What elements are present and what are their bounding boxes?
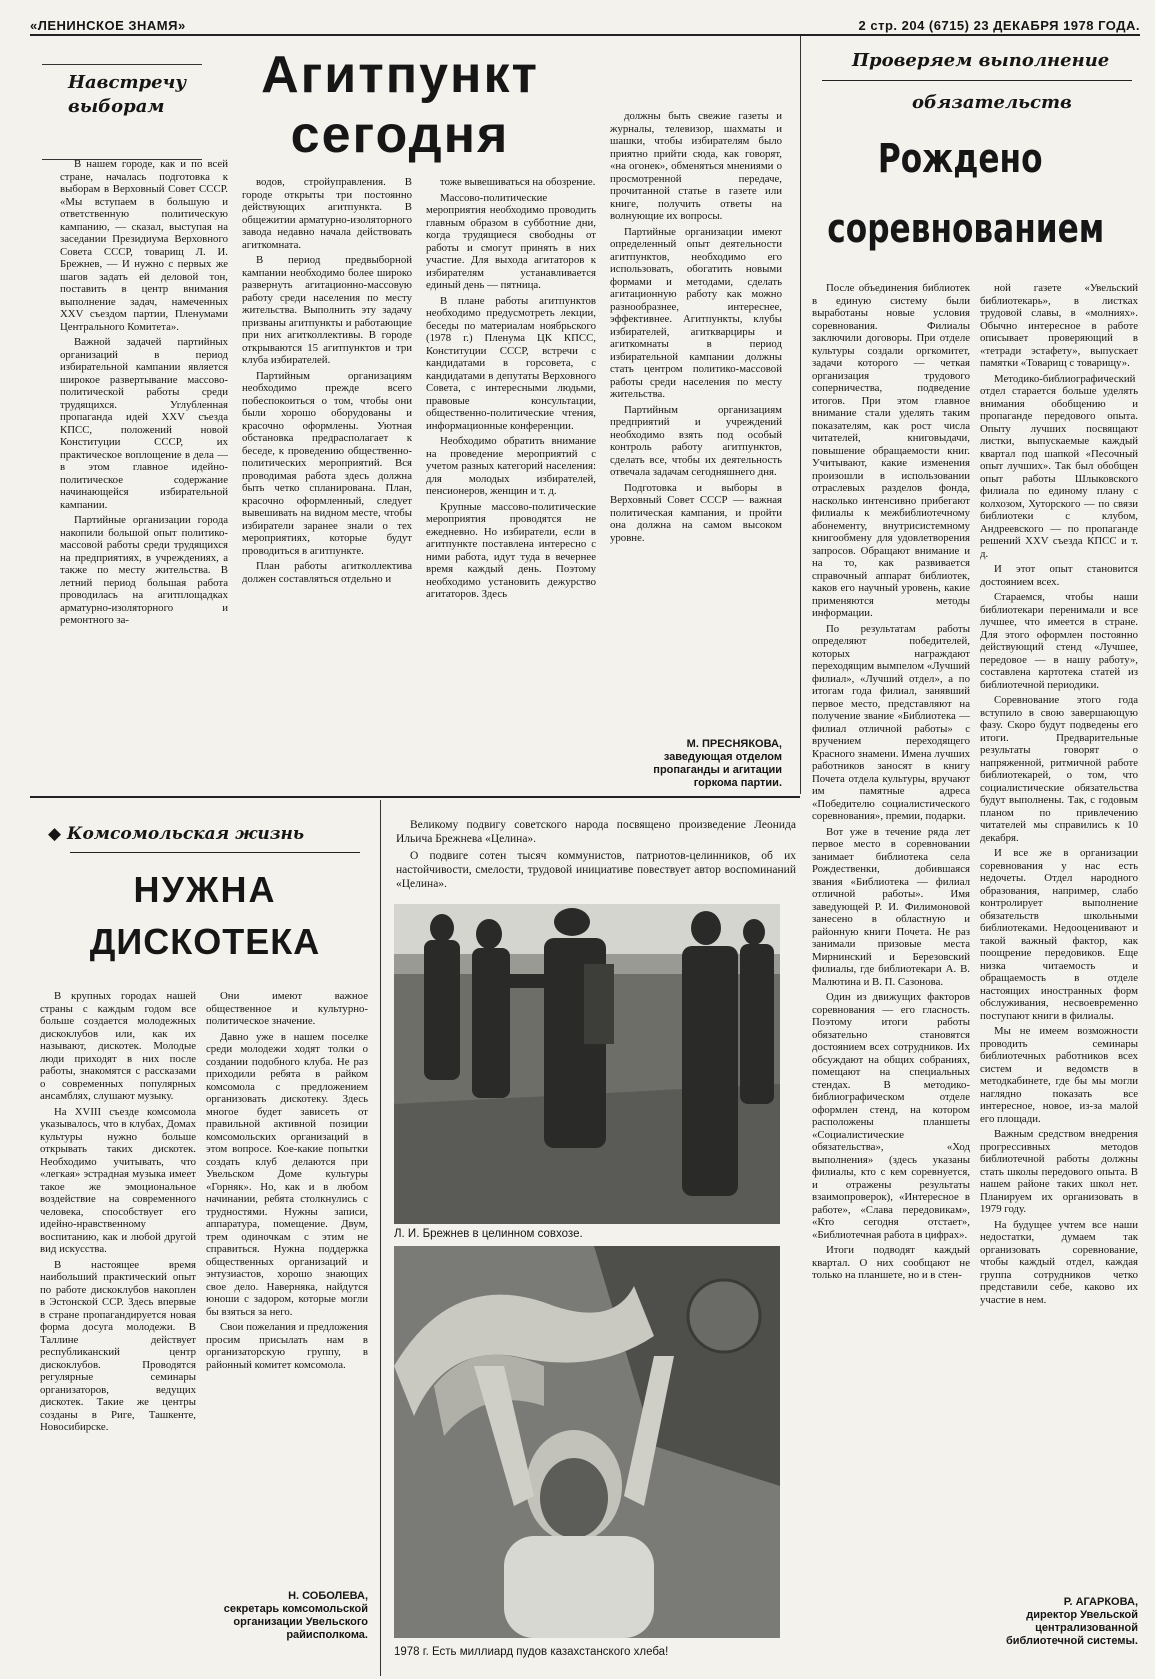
kicker-rule: [70, 852, 360, 853]
paragraph: И этот опыт становится достоянием всех.: [980, 563, 1138, 588]
competition-headline-line2: соревнованием: [827, 206, 1105, 252]
signature-title: заведующая отделом пропаганды и агитации горкома партии.: [653, 751, 782, 789]
paragraph: По результатам работы определяют победителей, которых награждают переходящим вымпелом «Лучший филиал», «Лучший отдел», а по итогам года филиал, занявший первое место, представляют на получение звание «Библиотека — филиал отличной работы» с вручением переходящего Красного знамени. Имена лучших работников заносят в книгу Почета отдела культуры, вручают им памятные адреса «Победителю социалистического соревнования», премии, подарки.: [812, 622, 970, 822]
article-competition: [812, 36, 1142, 1676]
paragraph: ной газете «Увельский библиотекарь», в листках трудовой славы, в «молниях». Обычно интересное в работе описывает проверяющий в «тетради эстафету», выпускает памятки «Товарищ с товарищу».: [980, 282, 1138, 369]
agitpunkt-column-2: [242, 176, 412, 788]
photo-2-caption: 1978 г. Есть миллиард пудов казахстанского хлеба!: [394, 1646, 669, 1658]
competition-kicker-line2: обязательств: [912, 92, 1072, 113]
disco-column-2: [206, 990, 368, 1582]
signature-title: директор Увельской централизованной библиотечной системы.: [1005, 1609, 1138, 1647]
photo-grain-image: [394, 1246, 780, 1638]
paragraph: Партийным организациям предприятий и учреждений необходимо взять под особый контроль работу агитпунктов, сделать все, чтобы их деятельность отвечала задачам сегодняшнего дня.: [610, 403, 782, 478]
paragraph: Крупные массово-политические мероприятия проводятся не ежедневно. Но избиратели, если в агитпункте поставлена интересно с ними работа, идут туда в вечернее время каждый день. Поэтому необходимо установить дежурство агитаторов. Здесь: [426, 500, 596, 600]
agitpunkt-signature: [610, 738, 782, 790]
signature-name: М. ПРЕСНЯКОВА,: [686, 738, 782, 750]
issue-line: 2 стр. 204 (6715) 23 ДЕКАБРЯ 1978 ГОДА.: [858, 18, 1140, 33]
paragraph: После объединения библиотек в единую систему были выработаны новые условия соревнования. Филиалы заключили договоры. При отделе культуры создали оргкомитет, задачи которого — четкая организация трудового соперничества, подведение итогов. При этом главное внимание стали уделять таким показателям, как рост числа читателей, книговыдачи, повышение обращаемости книг. Учитывают, какие изменения произошли в использовании отраслевых разделов фонда, насколько интенсивно прибегают филиалы к межбиблиотечному абонементу, внутрисистемному книгообмену для удовлетворения запросов. Обращают внимание и на то, как развивается справочный аппарат библиотек, каков его научный уровень, какие применяются методы информации.: [812, 282, 970, 619]
newspaper-masthead: «ЛЕНИНСКОЕ ЗНАМЯ»: [30, 18, 186, 33]
disco-signature: [206, 1590, 368, 1642]
paragraph: Давно уже в нашем поселке среди молодежи ходят толки о создании подобного клуба. Не раз приходили ребята в райком комсомола с предложением организовать дискотеку. Здесь многое будет зависеть от правильной активной позиции комсомольских организаций в этом вопросе. Кое-какие попытки создать клуб делаются при Увельском Доме культуры «Горняк». Но, как и в любом начинании, ребята столкнулись с трудностями. Нужны записи, аппаратура, помещение. Двум, трем одиночкам с этим не справиться. Нужна поддержка общественных организаций и энтузиастов, хорошо знающих свое дело. Наверняка, найдутся юноши с задором, которые могли бы взяться за него.: [206, 1030, 368, 1318]
paragraph: В крупных городах нашей страны с каждым годом все больше создается молодежных дискоклубов или, как их называют, дискотек. Молодые люди приходят в них после работы, знакомятся с рассказами о современных популярных ансамблях, слушают музыку.: [40, 990, 196, 1102]
signature-name: Н. СОБОЛЕВА,: [288, 1590, 368, 1602]
agitpunkt-column-4: [610, 110, 782, 714]
paragraph: Важным средством внедрения прогрессивных методов библиотечной работы должны стать школы передового опыта. В нашем районе таких школ нет. Планируем их организовать в 1979 году.: [980, 1128, 1138, 1215]
paragraph: В настоящее время наибольший практический опыт по работе дискоклубов накоплен в Эстонской ССР. Здесь впервые в стране пропагандируется новая форма досуга молодежи. В Таллине действует республиканский центр дискоклубов. Проводятся регулярные семинары организаторов, ведущих дискотек. Такие же центры созданы в Риге, Ташкенте, Новосибирске.: [40, 1258, 196, 1433]
paragraph: Важной задачей партийных организаций в период избирательной кампании является широкое развертывание массово-политической работы среди трудящихся. Углубленная пропаганда идей XXV съезда КПСС, положений новой Конституции СССР, их практическое воплощение в дела — в этом главное идейно-политическое содержание начинающейся избирательной кампании.: [60, 336, 228, 511]
paragraph: Стараемся, чтобы наши библиотекари перенимали и все лучшее, что имеется в стране. Для этого оформлен постоянно действующий стенд «Лучшее, передовое — в нашу работу», составлена картотека статей из библиотечной периодики.: [980, 591, 1138, 691]
diamond-icon: ◆: [48, 824, 67, 844]
paragraph: Один из движущих факторов соревнования — его гласность. Поэтому итоги работы обязательно становятся достоянием всех сотрудников. Их обсуждают на общих собраниях, помещают на специальных стендах. В методико-библиографическом отделе оформлен стенд, на котором расположены планшеты «Социалистические обязательства», «Ход выполнения» (здесь указаны филиалы, кто с кем соревнуется, и отражены результаты взаимопроверок), «Интересное в работе», «Слава передовикам», «Кто сегодня отстает», «Библиотечная работа в цифрах».: [812, 991, 970, 1241]
paragraph: Партийные организации имеют определенный опыт деятельности агитпунктов, необходимо его использовать, обогатить новыми формами и методами, сделать агитационную работу как можно разнообразнее, интереснее, эффективнее. Агитпункты, клубы избирателей, агиткварциры и агиткомнаты в период избирательной кампании должны стать центром политико-массовой работы среди населения по месту жительства.: [610, 225, 782, 400]
competition-column-1: [812, 282, 970, 1670]
disco-headline-line1: НУЖНА: [133, 869, 277, 910]
paragraph: Великому подвигу советского народа посвящено произведение Леонида Ильича Брежнева «Целина».: [396, 819, 796, 845]
paragraph: Партийным организациям необходимо прежде всего побеспокоиться о том, чтобы они были хорошо оборудованы и красочно оформлены. Уютная обстановка предрасполагает к беседе, к проведению общественно-политических мероприятий. Вся проводимая работа здесь должна быть четко спланирована. План, красочно оформленный, следует вывешивать на видном месте, чтобы избиратели заранее знали о тех мероприятиях, которые будут проводиться в агитпункте.: [242, 369, 412, 557]
agitpunkt-kicker: Навстречу выборам: [68, 72, 187, 117]
photo-brezhnev-in-sovkhoz: [394, 904, 780, 1224]
paragraph: В период предвыборной кампании необходимо более широко развернуть агитационно-массовую работу среди населения по месту жительства. Выполнить эту задачу призваны агитпункты и работающие при них агитколлективы. В городе открываются 15 агитпунктов и три клуба избирателей.: [242, 254, 412, 366]
paragraph: Методико-библиографический отдел старается больше уделять внимания обобщению и пропаганде передового опыта. Опыту лучших посвящают листки, выпускаемые каждый квартал под шапкой «Песочный опыт лучших». Так был обобщен опыт работы Шлыковского филиала по единому плану с колхозом, Хуторского — по связи библиотеки с клубом, Андреевского — по пропаганде решений XXV съезда КПСС и т. д.: [980, 372, 1138, 560]
paragraph: Подготовка и выборы в Верховный Совет СССР — важная политическая кампания, и пройти она должна на самом высоком уровне.: [610, 481, 782, 544]
agitpunkt-column-3: [426, 176, 596, 788]
photo-grain-harvest: [394, 1246, 780, 1638]
paragraph: водов, стройуправления. В городе открыты три постоянно действующих агитпункта. В общежитии арматурно-изоляторного завода недавно начала действовать агиткомната.: [242, 176, 412, 251]
paragraph: должны быть свежие газеты и журналы, телевизор, шахматы и шашки, чтобы избирателям было приятно прийти сюда, как говорят, «на огонек», обменяться мнениями о просмотренной передаче, прочитанной статье в газете или книге, получить ответы на волнующие их вопросы.: [610, 110, 782, 222]
competition-kicker-line1: Проверяем выполнение: [852, 50, 1110, 71]
signature-name: Р. АГАРКОВА,: [1063, 1596, 1138, 1608]
competition-signature: [980, 1596, 1138, 1648]
paragraph: Вот уже в течение ряда лет первое место в соревновании занимает библиотека села Рождественки, добившаяся звания «Библиотека — филиал отличной работы». Имя заведующей Р. И. Филимоновой занесено в областную и районную книги Почета. Не раз занимали призовые места Мирнинский и Березовский филиалы, где библиотекари А. В. Малютина и В. П. Сазонова.: [812, 825, 970, 988]
paragraph: Мы не имеем возможности проводить семинары библиотечных работников всех систем и ведомств в методкабинете, где бы мы могли наглядно показать все интересное, новое, из-за малой его площади.: [980, 1025, 1138, 1125]
paragraph: На XVIII съезде комсомола указывалось, что в клубах, Домах культуры нужно больше открывать таких дискотек. Необходимо учитывать, что «легкая» эстрадная музыка имеет такое же эмоциональное воздействие на современного человека, способствует его идейно-нравственному воспитанию, как и любой другой вид искусства.: [40, 1105, 196, 1255]
paragraph: План работы агитколлектива должен составляться отдельно и: [242, 560, 412, 585]
article-disco: [30, 800, 381, 1676]
competition-column-2: [980, 282, 1138, 1622]
paragraph: На будущее учтем все наши недостатки, думаем так организовать соревнование, чтобы каждый отдел, каждая группа сотрудников четко представили себе, каково их участие в нем.: [980, 1218, 1138, 1306]
signature-title: секретарь комсомольской организации Увельского райисполкома.: [223, 1603, 368, 1641]
article-celina: [388, 800, 802, 1676]
paragraph: Необходимо обратить внимание на проведение мероприятий с учетом разных категорий населения: для молодых избирателей, пенсионеров, женщин и т. д.: [426, 435, 596, 497]
agitpunkt-headline-line1: Агитпункт: [261, 46, 539, 104]
paragraph: О подвиге сотен тысяч коммунистов, патриотов-целинников, об их настойчивости, смелости, трудовой инициативе повествует автор воспоминаний «Целина».: [396, 850, 796, 890]
agitpunkt-headline-line2: сегодня: [290, 106, 510, 164]
paragraph: Итоги подводят каждый квартал. О них сообщают не только на планшете, но и в стен-: [812, 1244, 970, 1281]
paragraph: Массово-политические мероприятия необходимо проводить главным образом в субботние дни, когда трудящиеся свободны от работы и смогут принять в них участие. Для выхода агитаторов к избирателям устанавливается единый день — пятница.: [426, 191, 596, 291]
paragraph: Соревнование этого года вступило в свою завершающую фазу. Скоро будут подведены его итоги. Предварительные результаты говорят о напряженной, ритмичной работе библиотекарей, о том, что социалистические обязательства будут выполнены. Так, с годовым планом по привлечению читателей мы справились к 10 декабря.: [980, 694, 1138, 844]
disco-kicker-text: Комсомольская жизнь: [67, 824, 305, 844]
paragraph: Свои пожелания и предложения просим присылать нам в организаторскую группу, в районный комитет комсомола.: [206, 1321, 368, 1371]
agitpunkt-kicker-box: [42, 64, 202, 160]
section-rule: [30, 796, 800, 798]
disco-headline-line2: ДИСКОТЕКА: [89, 921, 321, 962]
agitpunkt-column-1: [60, 158, 228, 788]
photo-1-caption: Л. И. Брежнев в целинном совхозе.: [394, 1228, 583, 1240]
paragraph: Они имеют важное общественное и культурно-политическое значение.: [206, 990, 368, 1027]
disco-kicker: [48, 824, 368, 844]
paragraph: В плане работы агитпунктов необходимо предусмотреть лекции, беседы по материалам ноябрьского (1978 г.) Пленума ЦК КПСС, Конституции СССР, встречи с кандидатами в горсовета, с кандидатами в депутаты Верховного Совета, с интересными людьми, правовые консультации, общественно-политические чтения, информационные конференции.: [426, 294, 596, 432]
kicker-rule: [822, 80, 1132, 81]
paragraph: В нашем городе, как и по всей стране, началась подготовка к выборам в Верховный Совет СССР. «Мы вступаем в большую и ответственную политическую кампанию, — сказал, выступая на заседании Президиума Верховного Совета СССР, товарищ Л. И. Брежнев, — И нужно с первых же шагов задать ей деловой тон, поставить в центр внимания выполнение задач, намеченных XXV съездом партии, Пленумами Центрального Комитета».: [60, 158, 228, 333]
top-strip: [30, 18, 1140, 32]
paragraph: Партийные организации города накопили большой опыт политико-массовой работы среди трудящихся на предприятиях, в учреждениях, а также по месту жительства. В летний период большая работа проводилась на агитплощадках арматурно-изоляторного и ремонтного за-: [60, 514, 228, 626]
paragraph: И все же в организации соревнования у нас есть недочеты. Отдел народного образования, например, слабо контролирует выполнение обязательств школьными библиотеками. Недооценивают и такой важный фактор, как поощрение передовиков. Еще низка читаемость и обращаемость в отделе настоящих иностранных форм обслуживания, несвоевременно поступают книги в филиалы.: [980, 847, 1138, 1022]
article-agitpunkt: [30, 36, 801, 794]
paragraph: тоже вывешиваться на обозрение.: [440, 176, 596, 188]
photo-brezhnev-image: [394, 904, 780, 1224]
celina-intro: [396, 818, 796, 894]
disco-column-1: [40, 990, 196, 1670]
competition-headline-line1: Рождено: [877, 136, 1043, 182]
